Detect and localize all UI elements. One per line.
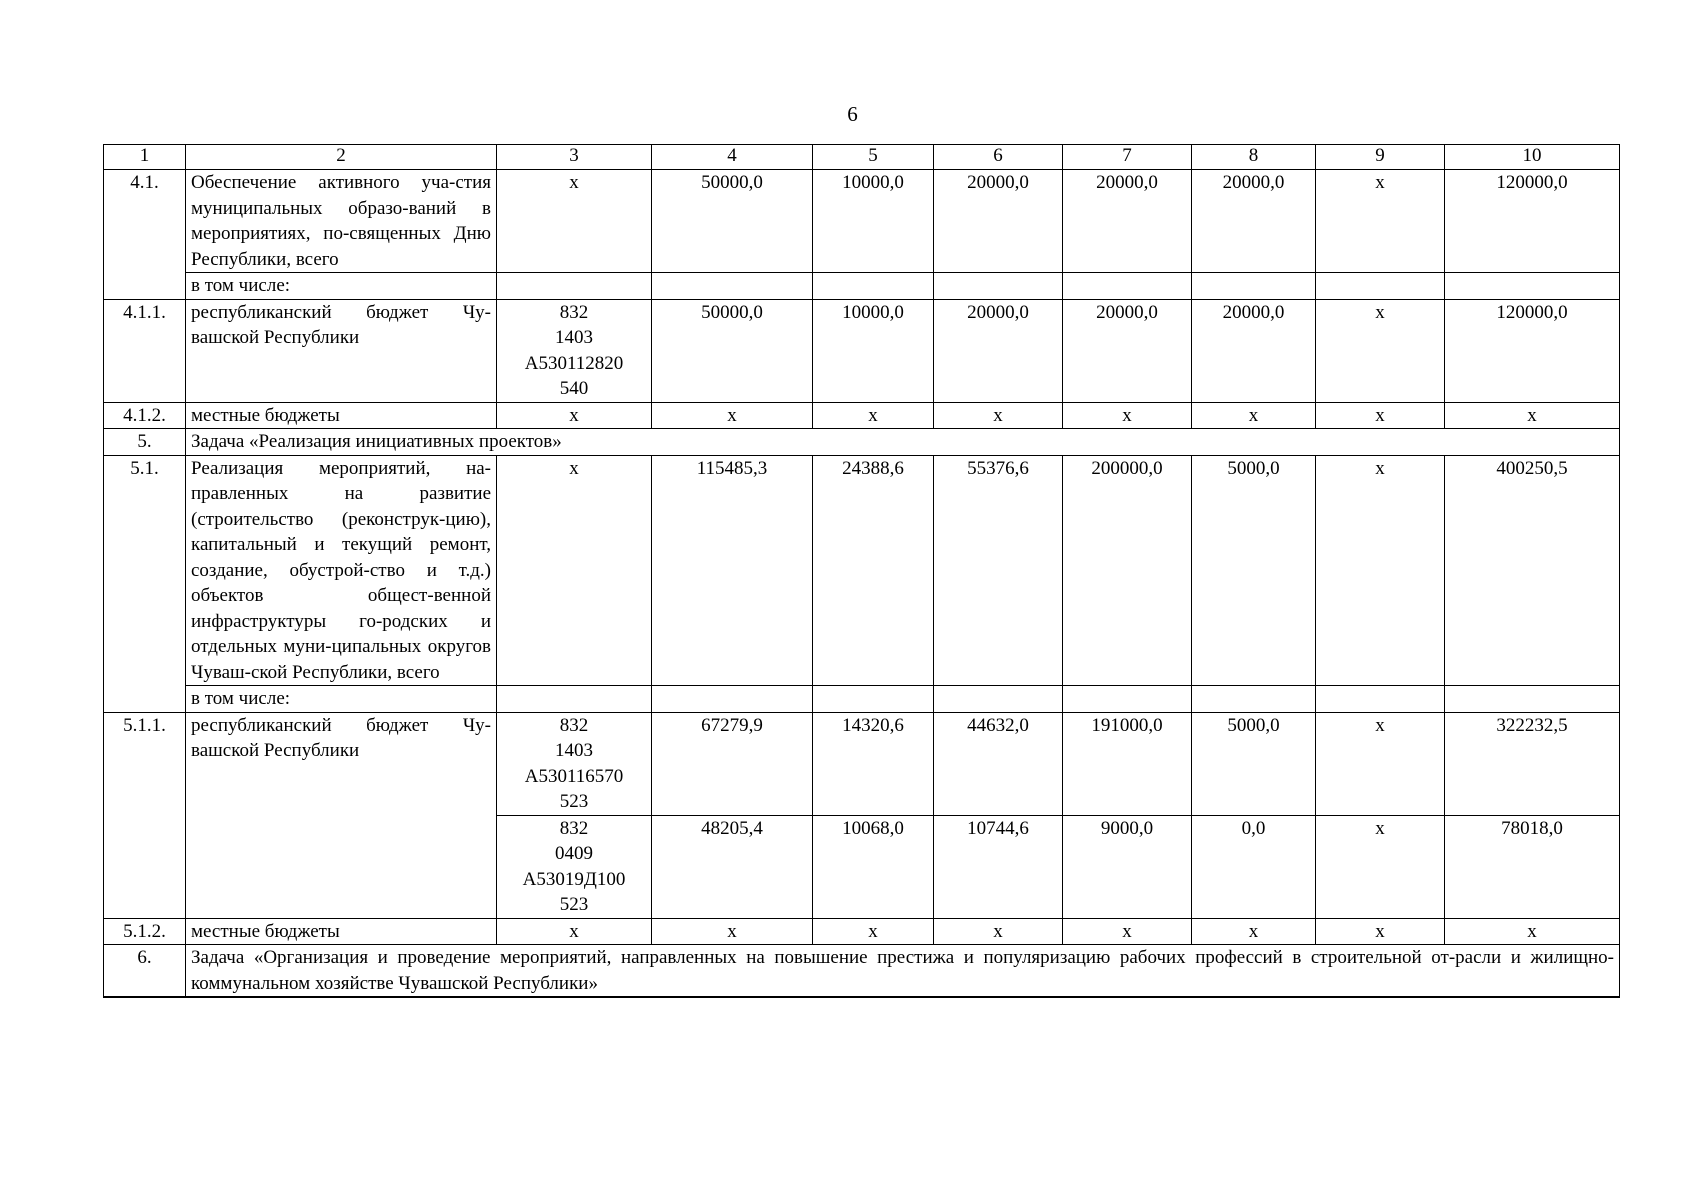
value-cell: 10068,0	[813, 815, 934, 918]
value-cell: 50000,0	[652, 170, 813, 273]
total-cell: 78018,0	[1445, 815, 1620, 918]
empty-cell	[652, 273, 813, 300]
total-cell: х	[1445, 918, 1620, 945]
task-title: Задача «Организация и проведение мероприятий, направленных на повышение престижа и популяризацию рабочих профессий в строительной от-расли и жилищно-коммунальном хозяйстве Чувашской Республики»	[186, 945, 1620, 998]
value-cell: 10744,6	[934, 815, 1063, 918]
row-description: республиканский бюджет Чу-вашской Республики	[186, 712, 497, 918]
row-description: в том числе:	[186, 686, 497, 713]
header-cell: 1	[104, 145, 186, 170]
header-cell: 8	[1192, 145, 1316, 170]
code-line: А53019Д100	[522, 868, 626, 890]
value-cell: х	[1063, 918, 1192, 945]
row-number: 6.	[104, 945, 186, 998]
code-line: А530112820	[524, 352, 624, 374]
value-cell: х	[1192, 918, 1316, 945]
value-cell: х	[652, 918, 813, 945]
total-cell: 120000,0	[1445, 299, 1620, 402]
row-description: местные бюджеты	[186, 918, 497, 945]
value-cell: 20000,0	[1063, 170, 1192, 273]
empty-cell	[934, 273, 1063, 300]
table-row	[104, 299, 1620, 402]
task-row	[104, 945, 1620, 998]
value-cell: 20000,0	[934, 170, 1063, 273]
row-number: 4.1.	[104, 170, 186, 300]
value-cell: 20000,0	[1192, 170, 1316, 273]
row-description: Реализация мероприятий, на-правленных на развитие (строительство (реконструк-цию), капитальный и текущий ремонт, создание, обустрой-ство и т.д.) объектов общест-венной инфраструктуры го-родских и отдельных муни-ципальных округов Чуваш-ской Республики, всего	[186, 455, 497, 686]
total-cell: 322232,5	[1445, 712, 1620, 815]
header-cell: 9	[1316, 145, 1445, 170]
row-description: республиканский бюджет Чу-вашской Республики	[186, 299, 497, 402]
code-line: 523	[559, 894, 589, 915]
table-row	[104, 273, 1620, 300]
row-number: 5.	[104, 429, 186, 456]
value-cell: х	[934, 402, 1063, 429]
code-line: 540	[559, 378, 589, 399]
empty-cell	[1063, 686, 1192, 713]
value-cell: 5000,0	[1192, 455, 1316, 686]
budget-code	[497, 815, 652, 918]
value-cell: х	[1316, 170, 1445, 273]
total-cell: 400250,5	[1445, 455, 1620, 686]
value-cell: 14320,6	[813, 712, 934, 815]
row-number: 5.1.2.	[104, 918, 186, 945]
value-cell: х	[1063, 402, 1192, 429]
page-number: 6	[847, 102, 858, 126]
empty-cell	[652, 686, 813, 713]
table-row	[104, 455, 1620, 686]
code-line: 523	[559, 791, 589, 812]
budget-code: х	[497, 918, 652, 945]
budget-table	[103, 144, 1620, 998]
code-line: 1403	[555, 740, 593, 761]
value-cell: 10000,0	[813, 299, 934, 402]
table-header-row	[104, 145, 1620, 170]
table-row	[104, 686, 1620, 713]
header-cell: 4	[652, 145, 813, 170]
header-cell: 5	[813, 145, 934, 170]
table-row	[104, 402, 1620, 429]
header-cell: 7	[1063, 145, 1192, 170]
empty-cell	[934, 686, 1063, 713]
value-cell: 20000,0	[1192, 299, 1316, 402]
code-line: 832	[559, 714, 589, 736]
value-cell: 48205,4	[652, 815, 813, 918]
row-description: Обеспечение активного уча-стия муниципальных образо-ваний в мероприятиях, по-священных Дню Республики, всего	[186, 170, 497, 273]
value-cell: х	[934, 918, 1063, 945]
value-cell: х	[1316, 712, 1445, 815]
value-cell: 10000,0	[813, 170, 934, 273]
value-cell: 67279,9	[652, 712, 813, 815]
value-cell: 20000,0	[1063, 299, 1192, 402]
value-cell: 200000,0	[1063, 455, 1192, 686]
empty-cell	[1445, 273, 1620, 300]
value-cell: х	[1192, 402, 1316, 429]
value-cell: 20000,0	[934, 299, 1063, 402]
header-cell: 2	[186, 145, 497, 170]
table-row	[104, 918, 1620, 945]
task-row	[104, 429, 1620, 456]
budget-code	[497, 299, 652, 402]
code-line: 1403	[555, 327, 593, 348]
value-cell: х	[1316, 299, 1445, 402]
value-cell: 115485,3	[652, 455, 813, 686]
empty-cell	[1316, 686, 1445, 713]
value-cell: х	[1316, 815, 1445, 918]
code-line: 832	[559, 301, 589, 323]
value-cell: 191000,0	[1063, 712, 1192, 815]
row-number: 5.1.1.	[104, 712, 186, 918]
empty-cell	[1063, 273, 1192, 300]
empty-cell	[1316, 273, 1445, 300]
table-row	[104, 712, 1620, 815]
total-cell: 120000,0	[1445, 170, 1620, 273]
value-cell: х	[1316, 918, 1445, 945]
header-cell: 10	[1445, 145, 1620, 170]
empty-cell	[813, 273, 934, 300]
total-cell: х	[1445, 402, 1620, 429]
empty-cell	[1192, 273, 1316, 300]
budget-code: х	[497, 455, 652, 686]
value-cell: х	[813, 918, 934, 945]
code-line: А530116570	[524, 765, 624, 787]
header-cell: 3	[497, 145, 652, 170]
value-cell: х	[813, 402, 934, 429]
row-number: 4.1.2.	[104, 402, 186, 429]
header-cell: 6	[934, 145, 1063, 170]
empty-cell	[497, 686, 652, 713]
row-number: 5.1.	[104, 455, 186, 712]
value-cell: 55376,6	[934, 455, 1063, 686]
value-cell: 44632,0	[934, 712, 1063, 815]
value-cell: 9000,0	[1063, 815, 1192, 918]
value-cell: х	[652, 402, 813, 429]
code-line: 0409	[555, 843, 593, 864]
code-line: 832	[559, 817, 589, 839]
row-description: в том числе:	[186, 273, 497, 300]
value-cell: 24388,6	[813, 455, 934, 686]
budget-code	[497, 712, 652, 815]
value-cell: х	[1316, 455, 1445, 686]
task-title: Задача «Реализация инициативных проектов»	[186, 429, 1620, 456]
value-cell: 5000,0	[1192, 712, 1316, 815]
row-number: 4.1.1.	[104, 299, 186, 402]
empty-cell	[813, 686, 934, 713]
value-cell: 50000,0	[652, 299, 813, 402]
empty-cell	[497, 273, 652, 300]
budget-code: х	[497, 402, 652, 429]
row-description: местные бюджеты	[186, 402, 497, 429]
value-cell: х	[1316, 402, 1445, 429]
empty-cell	[1192, 686, 1316, 713]
budget-code: х	[497, 170, 652, 273]
table-row	[104, 170, 1620, 273]
empty-cell	[1445, 686, 1620, 713]
value-cell: 0,0	[1192, 815, 1316, 918]
